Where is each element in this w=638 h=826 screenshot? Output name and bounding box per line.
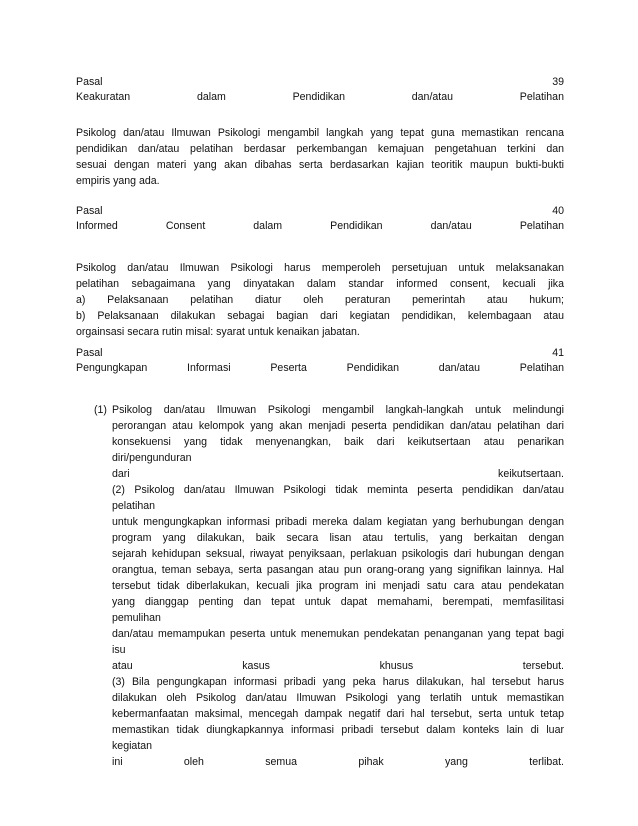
- paragraph-line: diri/pengunduran: [112, 452, 192, 464]
- paragraph-line: (2) Psikolog dan/atau Ilmuwan Psikologi tidak meminta peserta pendidikan dan/atau: [112, 484, 564, 496]
- paragraph-line: orangtua, teman sebaya, serta pasangan atau pun orang-orang yang signifikan lainnya. Hal: [112, 564, 564, 576]
- title-word: Informasi: [187, 362, 231, 374]
- paragraph-line: konsekuensi yang tidak menyenangkan, baik dari keikutsertaan atau penarikan: [112, 436, 564, 448]
- pasal-40-heading: [76, 205, 564, 218]
- title-word: Pelatihan: [519, 220, 564, 232]
- title-word: Peserta: [270, 362, 307, 374]
- title-word: Pelatihan: [519, 91, 564, 103]
- title-word: dalam: [253, 220, 283, 232]
- paragraph-line: a) Pelaksanaan pelatihan diatur oleh peraturan pemerintah atau hukum;: [76, 294, 564, 306]
- title-word: dan/atau: [411, 91, 454, 103]
- pasal-number: 40: [552, 205, 564, 217]
- paragraph-line: Psikolog dan/atau Ilmuwan Psikologi mengambil langkah yang tepat guna memastikan rencana: [76, 127, 564, 139]
- paragraph-line: ini oleh semua pihak yang terlibat.: [112, 756, 564, 768]
- paragraph-line: pendidikan dan/atau pelatihan berdasar perkembangan kemajuan pengetahuan terkini dan: [76, 143, 564, 155]
- paragraph-line: atau kasus khusus tersebut.: [112, 660, 564, 672]
- title-word: Keakuratan: [76, 91, 131, 103]
- paragraph-line: empiris yang ada.: [76, 175, 160, 187]
- pasal-39-title: [76, 91, 564, 104]
- paragraph-line: perorangan atau kelompok yang akan menjadi peserta pendidikan dan/atau pelatihan dari: [112, 420, 564, 432]
- pasal-label: Pasal: [76, 205, 103, 217]
- title-word: Pendidikan: [330, 220, 383, 232]
- paragraph-line: sesuai dengan materi yang akan dibahas serta berdasarkan kajian teoritik maupun bukti-bukti: [76, 159, 564, 171]
- pasal-41-title: [76, 362, 564, 375]
- title-word: dan/atau: [438, 362, 481, 374]
- title-word: Pendidikan: [292, 91, 345, 103]
- paragraph-line: dari keikutsertaan.: [112, 468, 564, 480]
- paragraph-line: isu: [112, 644, 126, 656]
- paragraph-line: dan/atau memampukan peserta untuk menemukan pendekatan penanganan yang tepat bagi: [112, 628, 564, 640]
- title-word: Pengungkapan: [76, 362, 148, 374]
- paragraph-line: sejarah kehidupan seksual, riwayat penyiksaan, perlakuan psikologis dari hubungan dengan: [112, 548, 564, 560]
- title-word: Consent: [165, 220, 206, 232]
- pasal-label: Pasal: [76, 76, 103, 88]
- pasal-number: 41: [552, 347, 564, 359]
- paragraph-line: yang dianggap penting dan tepat untuk dapat memahami, berempati, memfasilitasi: [112, 596, 564, 608]
- pasal-number: 39: [552, 76, 564, 88]
- paragraph-line: memastikan tidak diungkapkannya informasi pribadi tersebut dalam konteks lain di luar: [112, 724, 564, 736]
- paragraph-line: Psikolog dan/atau Ilmuwan Psikologi harus memperoleh persetujuan untuk melaksanakan: [76, 262, 564, 274]
- paragraph-line: (3) Bila pengungkapan informasi pribadi yang peka harus dilakukan, hal tersebut harus: [112, 676, 564, 688]
- pasal-label: Pasal: [76, 347, 103, 359]
- title-word: Informed: [76, 220, 118, 232]
- paragraph-line: b) Pelaksanaan dilakukan sebagai bagian dari kegiatan pendidikan, kelembagaan atau: [76, 310, 564, 322]
- paragraph-line: pemulihan: [112, 612, 161, 624]
- title-word: dalam: [196, 91, 226, 103]
- paragraph-line: program yang dilakukan, baik secara lisan atau tertulis, yang berkaitan dengan: [112, 532, 564, 544]
- paragraph-line: untuk mengungkapkan informasi pribadi mereka dalam kegiatan yang berhubungan dengan: [112, 516, 564, 528]
- title-word: Pelatihan: [519, 362, 564, 374]
- paragraph-line: pelatihan sebagaimana yang dinyatakan dalam standar informed consent, kecuali jika: [76, 278, 564, 290]
- pasal-41-heading: [76, 347, 564, 360]
- pasal-39-heading: [76, 76, 564, 89]
- list-marker: (1): [94, 404, 107, 416]
- paragraph-line: tersebut tidak diberlakukan, kecuali jika program ini menjadi satu cara atau pendekatan: [112, 580, 564, 592]
- title-word: dan/atau: [430, 220, 472, 232]
- paragraph-line: Psikolog dan/atau Ilmuwan Psikologi mengambil langkah-langkah untuk melindungi: [112, 404, 564, 416]
- paragraph-line: pelatihan: [112, 500, 156, 512]
- paragraph-line: orgainsasi secara rutin misal: syarat untuk kenaikan jabatan.: [76, 326, 360, 338]
- paragraph-line: kegiatan: [112, 740, 153, 752]
- pasal-40-title: [76, 220, 564, 233]
- paragraph-line: kebermanfaatan maksimal, mencegah dampak negatif dari hal tersebut, serta untuk tetap: [112, 708, 564, 720]
- title-word: Pendidikan: [346, 362, 400, 374]
- paragraph-line: dilakukan oleh Psikolog dan/atau Ilmuwan Psikologi yang terlatih untuk memastikan: [112, 692, 564, 704]
